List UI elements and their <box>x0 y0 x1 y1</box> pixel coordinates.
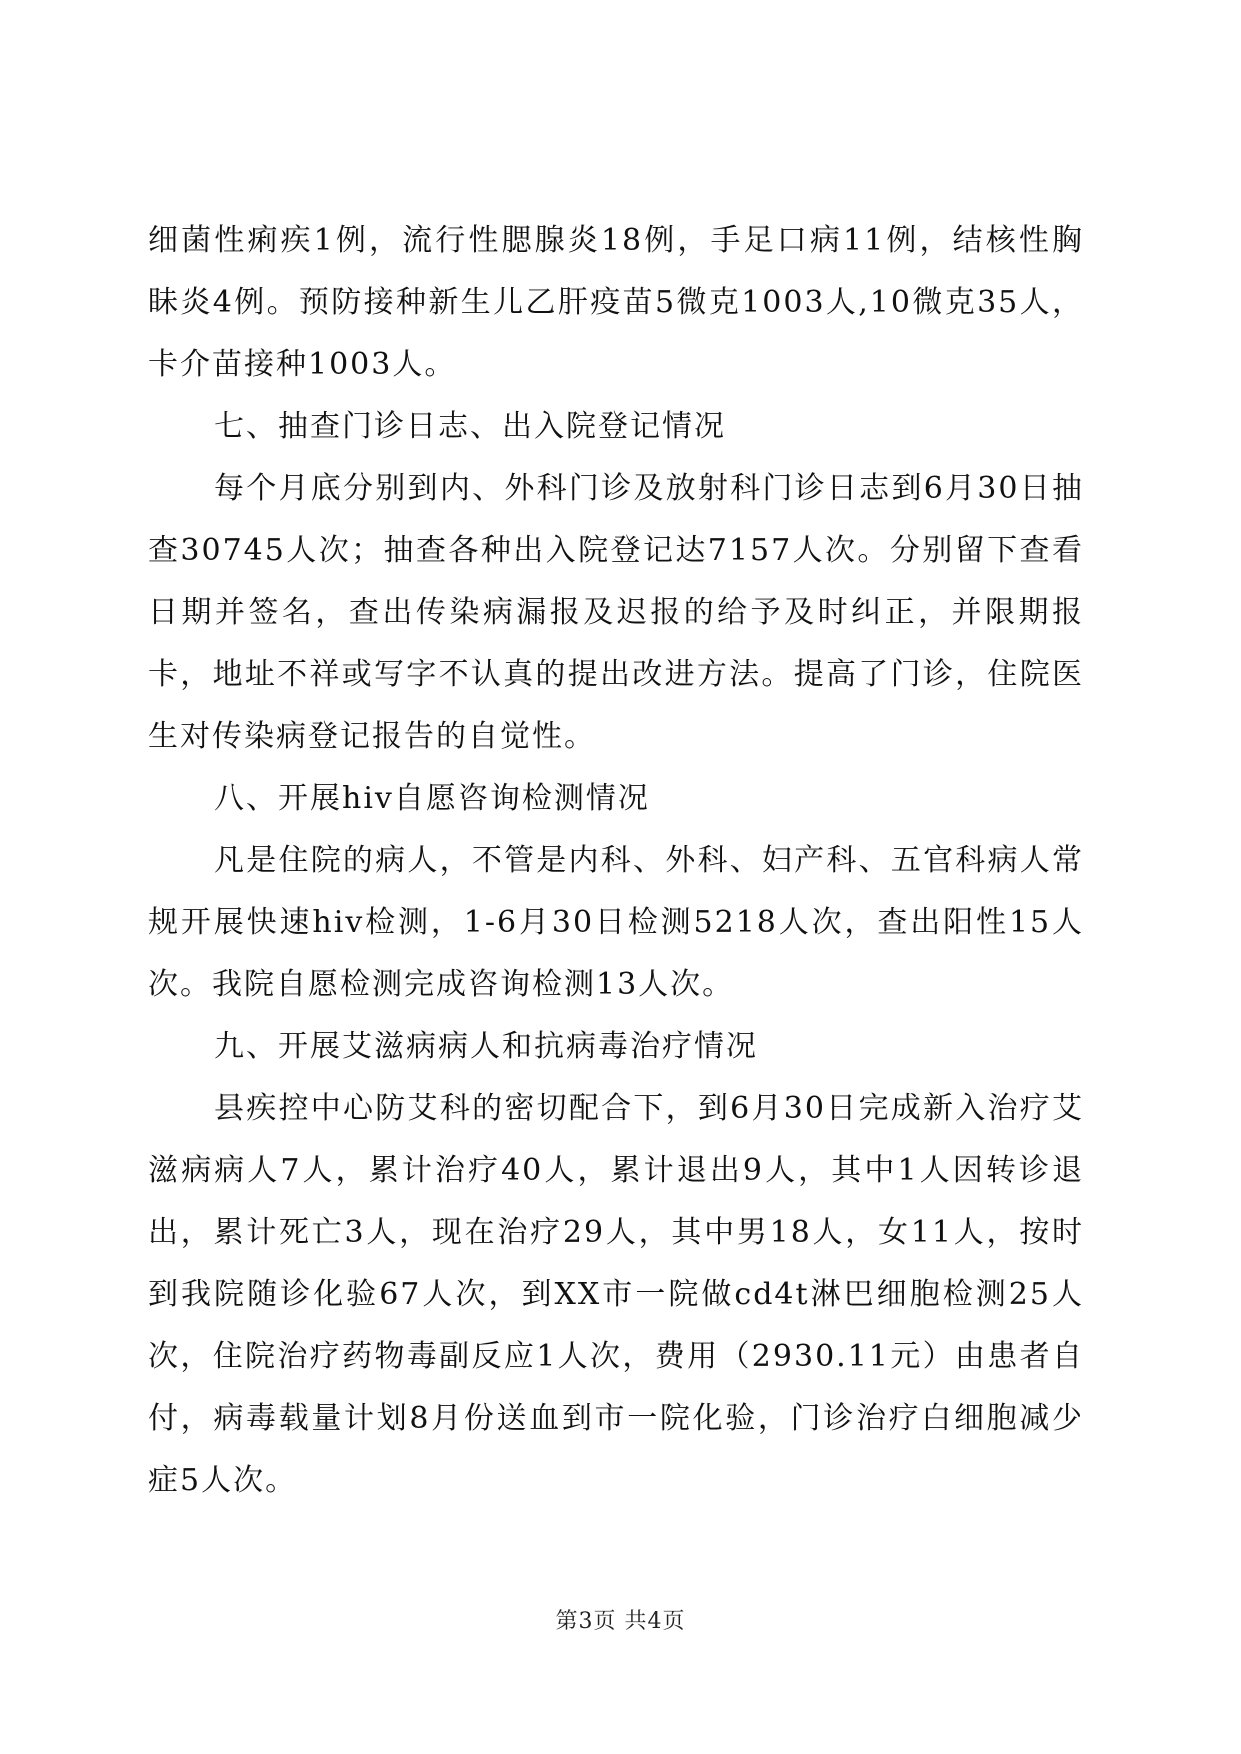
section-heading-8: 八、开展hiv自愿咨询检测情况 <box>214 781 650 816</box>
document-body <box>148 210 1084 1512</box>
section-heading-9: 九、开展艾滋病病人和抗病毒治疗情况 <box>214 1029 758 1064</box>
page-footer: 第3页 共4页 <box>555 1609 686 1634</box>
paragraph-disease-stats: 细菌性痢疾1例，流行性腮腺炎18例，手足口病11例，结核性胸眛炎4例。预防接种新生儿乙肝疫苗5微克1003人,10微克35人，卡介苗接种1003人。 <box>148 223 1084 382</box>
paragraph-outpatient-log: 每个月底分别到内、外科门诊及放射科门诊日志到6月30日抽查30745人次；抽查各种出入院登记达7157人次。分别留下查看日期并签名，查出传染病漏报及迟报的给予及时纠正，并限期报卡，地址不祥或写字不认真的提出改进方法。提高了门诊，住院医生对传染病登记报告的自觉性。 <box>148 471 1084 754</box>
paragraph-aids-treatment: 县疾控中心防艾科的密切配合下，到6月30日完成新入治疗艾滋病病人7人，累计治疗40人，累计退出9人，其中1人因转诊退出，累计死亡3人，现在治疗29人，其中男18人，女11人，按时到我院随诊化验67人次，到XX市一院做cd4t淋巴细胞检测25人次，住院治疗药物毒副反应1人次，费用（2930.11元）由患者自付，病毒载量计划8月份送血到市一院化验，门诊治疗白细胞减少症5人次。 <box>148 1091 1084 1498</box>
section-heading-7: 七、抽查门诊日志、出入院登记情况 <box>214 409 726 444</box>
paragraph-hiv-testing: 凡是住院的病人，不管是内科、外科、妇产科、五官科病人常规开展快速hiv检测，1-6月30日检测5218人次，查出阳性15人次。我院自愿检测完成咨询检测13人次。 <box>148 843 1084 1002</box>
